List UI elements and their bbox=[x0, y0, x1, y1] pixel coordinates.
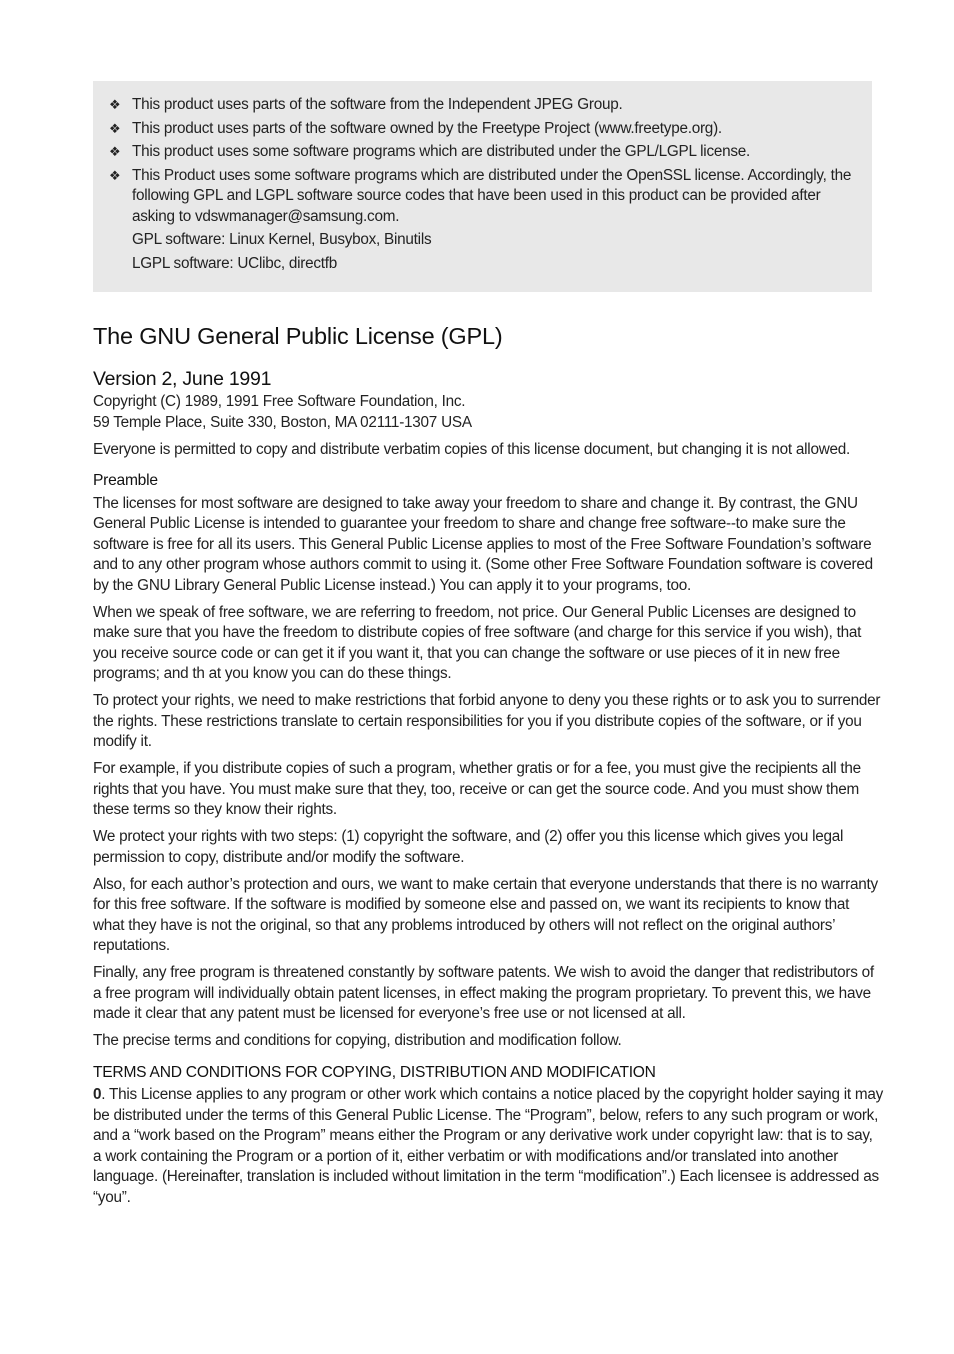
notice-item bbox=[109, 142, 852, 163]
preamble-paragraph: To protect your rights, we need to make restrictions that forbid anyone to deny you these rights or to ask you to surrender the rights. These restrictions translate to certain responsibilities for you if you distribute copies of the software, or if you modify it. bbox=[93, 692, 881, 750]
term-number: 0 bbox=[93, 1086, 102, 1103]
notice-text bbox=[132, 166, 852, 275]
version-heading: Version 2, June 1991 bbox=[93, 368, 272, 390]
notice-item-freetype: This product uses parts of the software owned by the Freetype Project (www.freetype.org). bbox=[132, 119, 722, 137]
term-0-text: . This License applies to any program or other work which contains a notice placed by the copyright holder saying it may be distributed under the terms of this General Public License. The “Program”, below, refers to any such program or work, and a “work based on the Program” means either the Program or any derivative work under copyright law: that is to say, a work containing the Program or a portion of it, either verbatim or with modifications and/or translated into another language. (Hereinafter, translation is included without limitation in the term “modification”.) Each licensee is addressed as “you”. bbox=[93, 1086, 883, 1206]
preamble-paragraph: When we speak of free software, we are referring to freedom, not price. Our General Public Licenses are designed to make sure that you have the freedom to distribute copies of free software (and charge for this service if you wish), that you receive source code or can get it if you want it, that you can change the software or use pieces of it in new free programs; and th at you know you can do these things. bbox=[93, 603, 862, 682]
notice-item-gpl-lgpl: This product uses some software programs which are distributed under the GPL/LGPL license. bbox=[132, 143, 751, 160]
diamond-bullet-icon: ❖ bbox=[109, 120, 121, 136]
copyright-line: Copyright (C) 1989, 1991 Free Software Foundation, Inc. bbox=[93, 393, 466, 410]
diamond-bullet-icon: ❖ bbox=[109, 144, 121, 159]
license-body bbox=[93, 392, 883, 1208]
notice-item-jpeg: This product uses parts of the software from the Independent JPEG Group. bbox=[132, 96, 623, 113]
diamond-bullet-icon: ❖ bbox=[109, 97, 121, 112]
preamble-paragraph: Finally, any free program is threatened constantly by software patents. We wish to avoid the danger that redistributors of a free program will individually obtain patent licenses, in effect making the program proprietary. To prevent this, we have made it clear that any patent must be licensed for everyone’s free use or not licensed at all. bbox=[93, 964, 874, 1022]
terms-heading: TERMS AND CONDITIONS FOR COPYING, DISTRIBUTION AND MODIFICATION bbox=[93, 1063, 656, 1081]
page-title: The GNU General Public License (GPL) bbox=[93, 323, 503, 349]
notice-item bbox=[109, 95, 852, 116]
notice-text bbox=[132, 95, 622, 116]
preamble-heading: Preamble bbox=[93, 472, 158, 489]
preamble-paragraph: For example, if you distribute copies of such a program, whether gratis or for a fee, you must give the recipients all the rights that you have. You must make sure that they, too, receive or can get the source code. And you must show them these terms so they know their rights. bbox=[93, 760, 861, 818]
gpl-software-list: GPL software: Linux Kernel, Busybox, Binutils bbox=[132, 231, 432, 248]
license-content bbox=[93, 320, 883, 1215]
preamble-paragraph: The licenses for most software are designed to take away your freedom to share and change it. By contrast, the GNU General Public License is intended to guarantee your freedom to share and change free software--to make sure the software is free for all its users. This General Public License applies to most of the Free Software Foundation’s software and to any other program whose authors commit to using it. (Some other Free Software Foundation software is covered by the GNU Library General Public License instead.) You can apply it to your programs, too. bbox=[93, 494, 873, 594]
software-notice-box bbox=[93, 81, 872, 292]
notice-text bbox=[132, 142, 750, 163]
preamble-paragraph: Also, for each author’s protection and ours, we want to make certain that everyone understands that there is no warranty for this free software. If the software is modified by someone else and passed on, we want its recipients to know that what they have is not the original, so that any problems introduced by others will not reflect on the original authors’ reputations. bbox=[93, 875, 878, 954]
notice-item bbox=[109, 119, 852, 140]
permission-statement: Everyone is permitted to copy and distribute verbatim copies of this license document, but changing it is not allowed. bbox=[93, 440, 851, 458]
notice-item-openssl: This Product uses some software programs which are distributed under the OpenSSL license. Accordingly, the following GPL and LGPL software source codes that have been used in this product can be provided after asking to vdswmanager@samsung.com. bbox=[132, 166, 852, 225]
notice-text bbox=[132, 119, 722, 140]
diamond-bullet-icon: ❖ bbox=[109, 167, 121, 183]
preamble-paragraph: We protect your rights with two steps: (1) copyright the software, and (2) offer you this license which gives you legal permission to copy, distribute and/or modify the software. bbox=[93, 828, 844, 866]
address-line: 59 Temple Place, Suite 330, Boston, MA 02111-1307 USA bbox=[93, 413, 472, 431]
copyright-notice bbox=[93, 392, 883, 433]
notice-item bbox=[109, 166, 852, 275]
preamble-paragraph: The precise terms and conditions for copying, distribution and modification follow. bbox=[93, 1032, 622, 1049]
term-0-paragraph bbox=[93, 1085, 883, 1208]
lgpl-software-list: LGPL software: UClibc, directfb bbox=[132, 254, 338, 272]
